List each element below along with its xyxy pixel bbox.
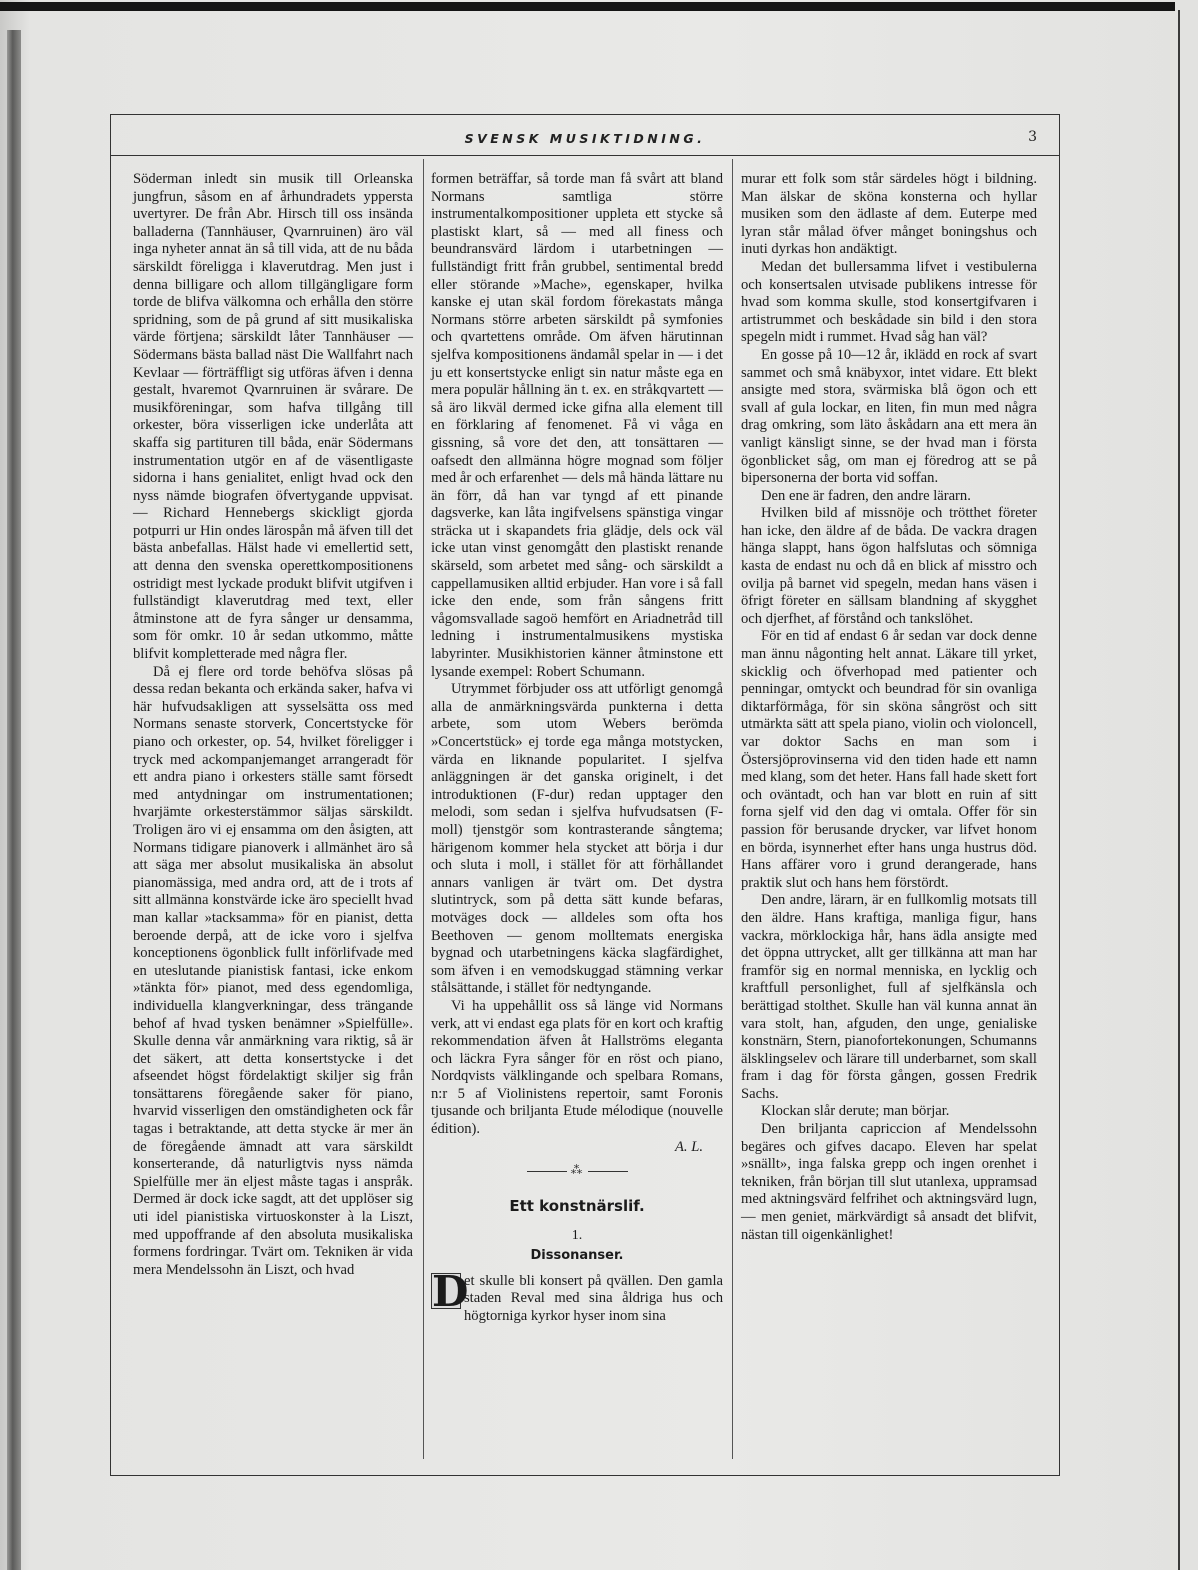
column-right — [741, 171, 1037, 1244]
divider-ornament-icon: ⁂ — [570, 1163, 584, 1178]
section-divider — [431, 1162, 723, 1180]
section-title: Ett konstnärslif. — [509, 1196, 645, 1215]
paragraph: Vi ha uppehållit oss så länge vid Normans verk, att vi endast ega plats för en kort och kraftig rekommendation äfven åt Hallströms eleganta och läckra Fyra sånger för en röst och piano, Nordqvists välklingande och spelbara Romans, n:r 5 af Violinistens repertoir, samt Foronis tjusande och briljanta Etude mélodique (nouvelle édition). — [431, 997, 723, 1138]
paragraph: En gosse på 10—12 år, iklädd en rock af svart sammet och små knäbyxor, intet vidare. Ett blekt ansigte med stora, svärmiska blå ögon och ett svall af gula lockar, en liten, fin mun med några drag omkring, som läto åskådarn ana ett mera än vanligt känsligt sinne, se der hvad man i första ögonblicket såg, om man ej föredrog att se på bipersonerna der borta vid soffan. — [741, 346, 1037, 487]
drop-cap: D — [432, 1266, 469, 1316]
top-border-bar — [0, 2, 1175, 11]
paragraph: Utrymmet förbjuder oss att utförligt genomgå alla de anmärkningsvärda punkterna i detta arbete, som utom Webers berömda »Concertstück» ej torde ega många motstycken, värda en liknande popularitet. I sjelfva anläggningen är det ganska originelt, i det introduktionen (F-dur) redan upptager den melodi, som sedan i sjelfva hufvudsatsen (F-moll) tjenstgör som kontrasterande sångtema; härigenom kommer hela stycket att börja i dur och sluta i moll, i stället för att förhållandet annars vanligen är tvärt om. Det dystra slutintryck, som på detta sätt kunde befaras, motväges dock — alldeles som ofta hos Beethoven — genom molltemats energiska bygnad och utarbetningens käcka slagfärdighet, som äfven i en vemodskuggad stämning verkar stålsättande, i stället för nedtyngande. — [431, 681, 723, 997]
page-header — [111, 115, 1059, 156]
page-number: 3 — [1028, 129, 1037, 145]
column-middle — [431, 171, 723, 1325]
paragraph: Söderman inledt sin musik till Orleanska jungfrun, såsom en af århundradets yppersta uvertyrer. De från Abr. Hirsch till oss insända balladerna (Tannhäuser, Qvarnruinen) äro väl inga nyheter annat än så till vida, att de nu båda särskildt föreligga i klaverutdrag. Men just i denna billigare och allom tillgängligare form torde de blifva välkomna och erhålla den större spridning, som de på grund af sitt musikaliska värde förtjena; särskildt låter Tannhäuser — Södermans bästa ballad näst Die Wallfahrt nach Kevlaar — förträffligt sig utföras äfven i denna gestalt, hvaremot Qvarnruinen är svårare. De musikföreningar, som hafva tillgång till orkester, böra visserligen icke underlåta att skaffa sig partituren till båda, enär Södermans instrumentation utgör en af de väsentligaste sidorna i hans genialitet, enligt hvad ock den nyss nämde biografen öfvertygande uppvisat. — Richard Hennebergs skickligt gjorda potpurri ur Hin ondes lärospån må äfven till det bästa anbefallas. Hälst hade vi emellertid sett, att denna den svenska operettkompositionens ostridigt mest lyckade produkt blifvit utgifven i fullständigt klaverutdrag med text, eller åtminstone att de fyra sånger ur densamma, som för omkr. 10 år sedan utkommo, måtte blifvit kompletterade med några fler. — [133, 171, 413, 663]
paragraph: murar ett folk som står särdeles högt i bildning. Man älskar de sköna konsterna och hyllar musiken som den ädlaste af dem. Euterpe med lyran står målad öfver månget boningshus och inuti dyrkas hon andäktigt. — [741, 171, 1037, 258]
right-edge-line — [1178, 10, 1180, 1570]
paragraph: För en tid af endast 6 år sedan var dock denne man ännu någonting helt annat. Läkare till yrket, skicklig och öfverhopad med patienter och penningar, omtyckt och beundrad för sin ovanliga diktarförmåga, för sin sköna sångröst och sitt utmärkta sätt att spela piano, violin och violoncell, var doktor Sachs en man som i Östersjöprovinserna vid den tiden hade ett namn med klang, som det heter. Hans fall hade skett fort och oväntadt, och han var blott en ruin af sitt forna sjelf vid den dag vi omtala. Offer för sin passion för berusande drycker, var lifvet honom en börda, isynnerhet efter hans unga hustrus död. Hans affärer voro i grund derangerade, hans praktik slut och hans hem förstördt. — [741, 628, 1037, 891]
column-left — [133, 171, 413, 1279]
section-number: 1. — [571, 1228, 583, 1244]
paragraph: Den andre, lärarn, är en fullkomlig motsats till den äldre. Hans kraftiga, manliga figur, hans vackra, mörklockiga hår, hans ädla ansigte med det öppna uttrycket, allt ger tillkänna att man har framför sig en normal menniska, en lycklig och kraftfull personlighet, full af sjelfkänsla och berättigad stolthet. Skulle han väl kunna annat än vara stolt, han, afguden, den unge, genialiske konstnärn, Stern, pianofortekonungen, Schumanns älsklingselev och lärare till underbarnet, som skall fram i dag för första gången, gossen Fredrik Sachs. — [741, 892, 1037, 1102]
section-subtitle: Dissonanser. — [530, 1248, 624, 1264]
column-rule-left — [423, 159, 424, 1459]
running-title: SVENSK MUSIKTIDNING. — [464, 131, 706, 146]
binding-edge — [7, 30, 21, 1570]
page-frame — [110, 114, 1060, 1476]
paragraph: Medan det bullersamma lifvet i vestibulerna och konsertsalen utvisade publikens intresse för hvad som komma skulle, stod konsertgifvaren i artistrummet och beskådade sin bild i den stora spegeln midt i rummet. Hvad såg han väl? — [741, 258, 1037, 346]
paragraph: Då ej flere ord torde behöfva slösas på dessa redan bekanta och erkända saker, hafva vi här hufvudsakligen att sysselsätta oss med Normans senaste storverk, Concertstycke för piano och orkester, op. 54, hvilket föreligger i tryck med ackompanjemanget arrangeradt för ett andra piano i orkesters ställe samt försedt med antydningar om instrumentationen; hvarjämte orkesterstämmor säljas särskildt. Troligen äro vi ej ensamma om den åsigten, att Normans tidigare pianoverk i allmänhet äro så att säga mer absolut musikaliska än absolut pianomässiga, med andra ord, att de i trots af sitt allmänna konstvärde icke äro speciellt hvad man kallar »tacksamma» för en pianist, detta beroende derpå, att de icke voro i sjelfva konceptionens ögonblick fullt införlifvade med en uteslutande pianistisk fantasi, icke enkom »tänkta för» pianot, med dess egendomliga, individuella klangverkningar, dess trängande behof af hvad tysken benämner »Spielfülle». Skulle denna vår anmärkning vara riktig, så är det säkert, att detta konsertstycke i det afseendet högst fördelaktigt skiljer sig från tonsättarens föregående saker för piano, hvarvid visserligen den omständigheten ock får tagas i betraktande, att detta stycke är mer än de föregående ämnadt att vara särskildt konserterande, då naturligtvis nyss nämda Spielfülle mer än eljest måste tagas i anspråk. Dermed är dock icke sagdt, att det upplöser sig uti idel pianistiska virtuoskonster à la Liszt, med uppoffrande af den absoluta musikaliska formens fordringar. Tvärt om. Tekniken är vida mera Mendelssohn än Liszt, och hvad — [133, 663, 413, 1278]
paragraph: formen beträffar, så torde man få svårt att bland Normans samtliga större instrumentalkompositioner uppleta ett stycke så plastiskt klart, så — med all finess och beundransvärd lärdom i utarbetningen — fullständigt fritt från grubbel, sentimental bredd eller störande »Mache», egenskaper, hvilka kanske ej utan skäl fordom förekastats många Normans större arbeten särskildt på symfonies och qvartettens område. Om äfven härutinnan sjelfva kompositionens ändamål spelar in — i det ju ett konsertstycke enligt sin natur måste ega en mera populär hållning än t. ex. en stråkqvartett — så äro likväl dermed icke gifna alla element till en förklaring af fenomenet. Få vi våga en gissning, så vore det den, att tonsättaren — oafsedt den allmänna högre mognad som följer med år och erfarenhet — dels må hända lättare nu än förr, då han var tyngd af ett pinande dagsverke, kan låta ingifvelsens spänstiga vingar sträcka ut i skapandets fria glädje, dels ock väl icke utan vinst genomgått den plastiskt renande skärseld, som arbetet med sång- och särskildt a cappellamusiken alltid erbjuder. Han vore i så fall icke den ende, som från sångens fritt vågomsvallade sagoö hemfört en Ariadnetråd till ledning i instrumentalmusikens mystiska labyrinter. Musikhistorien känner åtminstone ett lysande exempel: Robert Schumann. — [431, 171, 723, 680]
story-opening — [431, 1266, 723, 1326]
paragraph: Den briljanta capriccion af Mendelssohn begäres och gifves dacapo. Eleven har spelat »snällt», inga falska grepp och ingen orenhet i tekniken, från början till slut utanlexa, uppramsad med aktningsvärd felfrihet och aktningsvärd lugn, — men geniet, märkvärdigt så ansadt det blifvit, nästan till oigenkänlighet! — [741, 1121, 1037, 1243]
paragraph: Den ene är fadren, den andre lärarn. — [761, 487, 971, 504]
review-signature: A. L. — [675, 1138, 703, 1155]
column-rule-right — [732, 159, 733, 1459]
paragraph: Klockan slår derute; man börjar. — [761, 1103, 950, 1120]
story-opening-text: et skulle bli konsert på qvällen. Den gamla staden Reval med sina åldriga hus och högtorniga kyrkor hyser inom sina — [464, 1272, 723, 1324]
paragraph: Hvilken bild af missnöje och trötthet företer han icke, den äldre af de båda. De vackra dragen hänga slappt, hans ögon halfslutas och sömniga kasta de endast nu och då en blick af misstro och ovilja på barnet vid spegeln, medan hans väsen i öfrigt företer en sällsam blandning af skygghet och djerfhet, af förstånd och tankslöhet. — [741, 505, 1037, 627]
